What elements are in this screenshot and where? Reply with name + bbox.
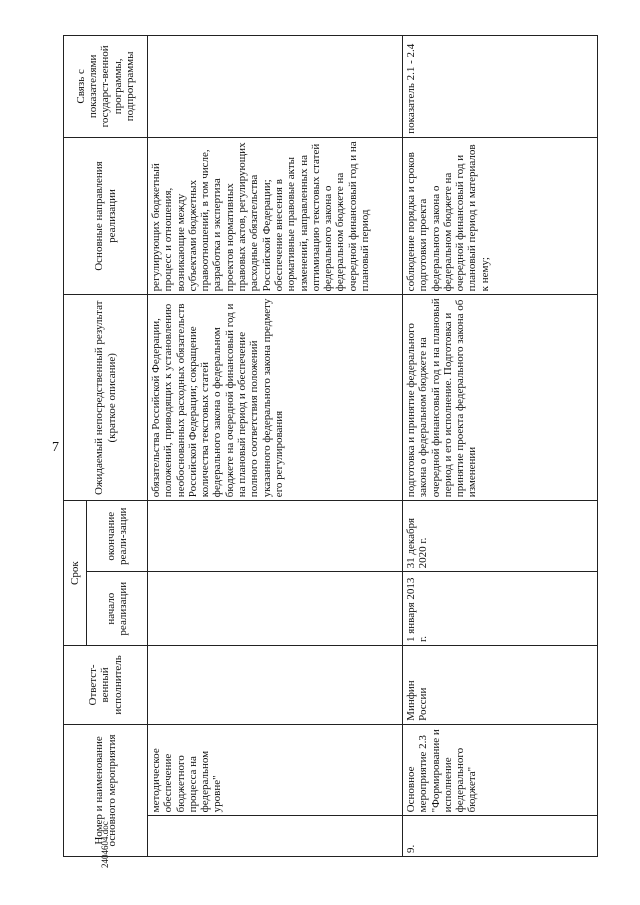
- row-executor: Минфин России: [403, 646, 598, 725]
- header-link: Связь с показателями государст-венной программы, подпрограммы: [64, 36, 148, 138]
- row-start: [148, 572, 403, 646]
- header-directions: Основные направления реализации: [64, 137, 148, 295]
- header-start: начало реализации: [87, 572, 148, 646]
- row-directions: регулирующих бюджетный процесс и отношения, возникающие между субъектами бюджетных правоотношений, в том числе, разработка и экспертиза проектов нормативных правовых актов, регулирующих расходные обязательства Российской Федерации; обеспечение внесения в нормативные правовые акты изменений, направленных на оптимизацию текстовых статей федерального закона о федеральном бюджете на очередной финансовый год и на плановый период: [148, 137, 403, 295]
- table-row: [148, 36, 403, 857]
- row-start: 1 января 2013 г.: [403, 572, 598, 646]
- row-name: Основное мероприятие 2.3 "Формирование и исполнение федерального бюджета": [403, 724, 598, 816]
- row-number: [148, 816, 403, 857]
- header-num-name: Номер и наименование основного мероприятия: [64, 724, 148, 856]
- header-term: Срок: [64, 501, 87, 646]
- row-end: [148, 501, 403, 572]
- header-executor: Ответст-венный исполнитель: [64, 646, 148, 725]
- row-name: методическое обеспечение бюджетного процесса на федеральном уровне": [148, 724, 403, 816]
- row-end: 31 декабря 2020 г.: [403, 501, 598, 572]
- header-end: окончание реали-зации: [87, 501, 148, 572]
- table-row: [403, 36, 598, 857]
- footer-code: 2404604.doc: [100, 821, 110, 868]
- activities-table: [63, 35, 598, 857]
- page-number: 7: [52, 440, 59, 455]
- row-result: подготовка и принятие федерального закона о федеральном бюджете на очередной финансовый год и на плановый период и его исполнение. Подготовка и принятие проекта федерального закона об изменении: [403, 295, 598, 501]
- row-executor: [148, 646, 403, 725]
- row-link: [148, 36, 403, 138]
- row-link: показатель 2.1 - 2.4: [403, 36, 598, 138]
- row-result: обязательства Российской Федерации, положений, приводящих к установлению необоснованных расходных обязательств Российской Федерации; сокращение количества текстовых статей федерального закона о федеральном бюджете на очередной финансовый год и на плановый период и обеспечение полного соответствия положений указанного федерального закона предмету его регулирования: [148, 295, 403, 501]
- header-result: Ожидаемый непосредственный результат (краткое описание): [64, 295, 148, 501]
- rotated-table-container: [63, 35, 615, 857]
- row-number: 9.: [403, 816, 598, 857]
- row-directions: соблюдение порядка и сроков подготовки проекта федерального закона о федеральном бюджете на очередной финансовый год и плановый период и материалов к нему;: [403, 137, 598, 295]
